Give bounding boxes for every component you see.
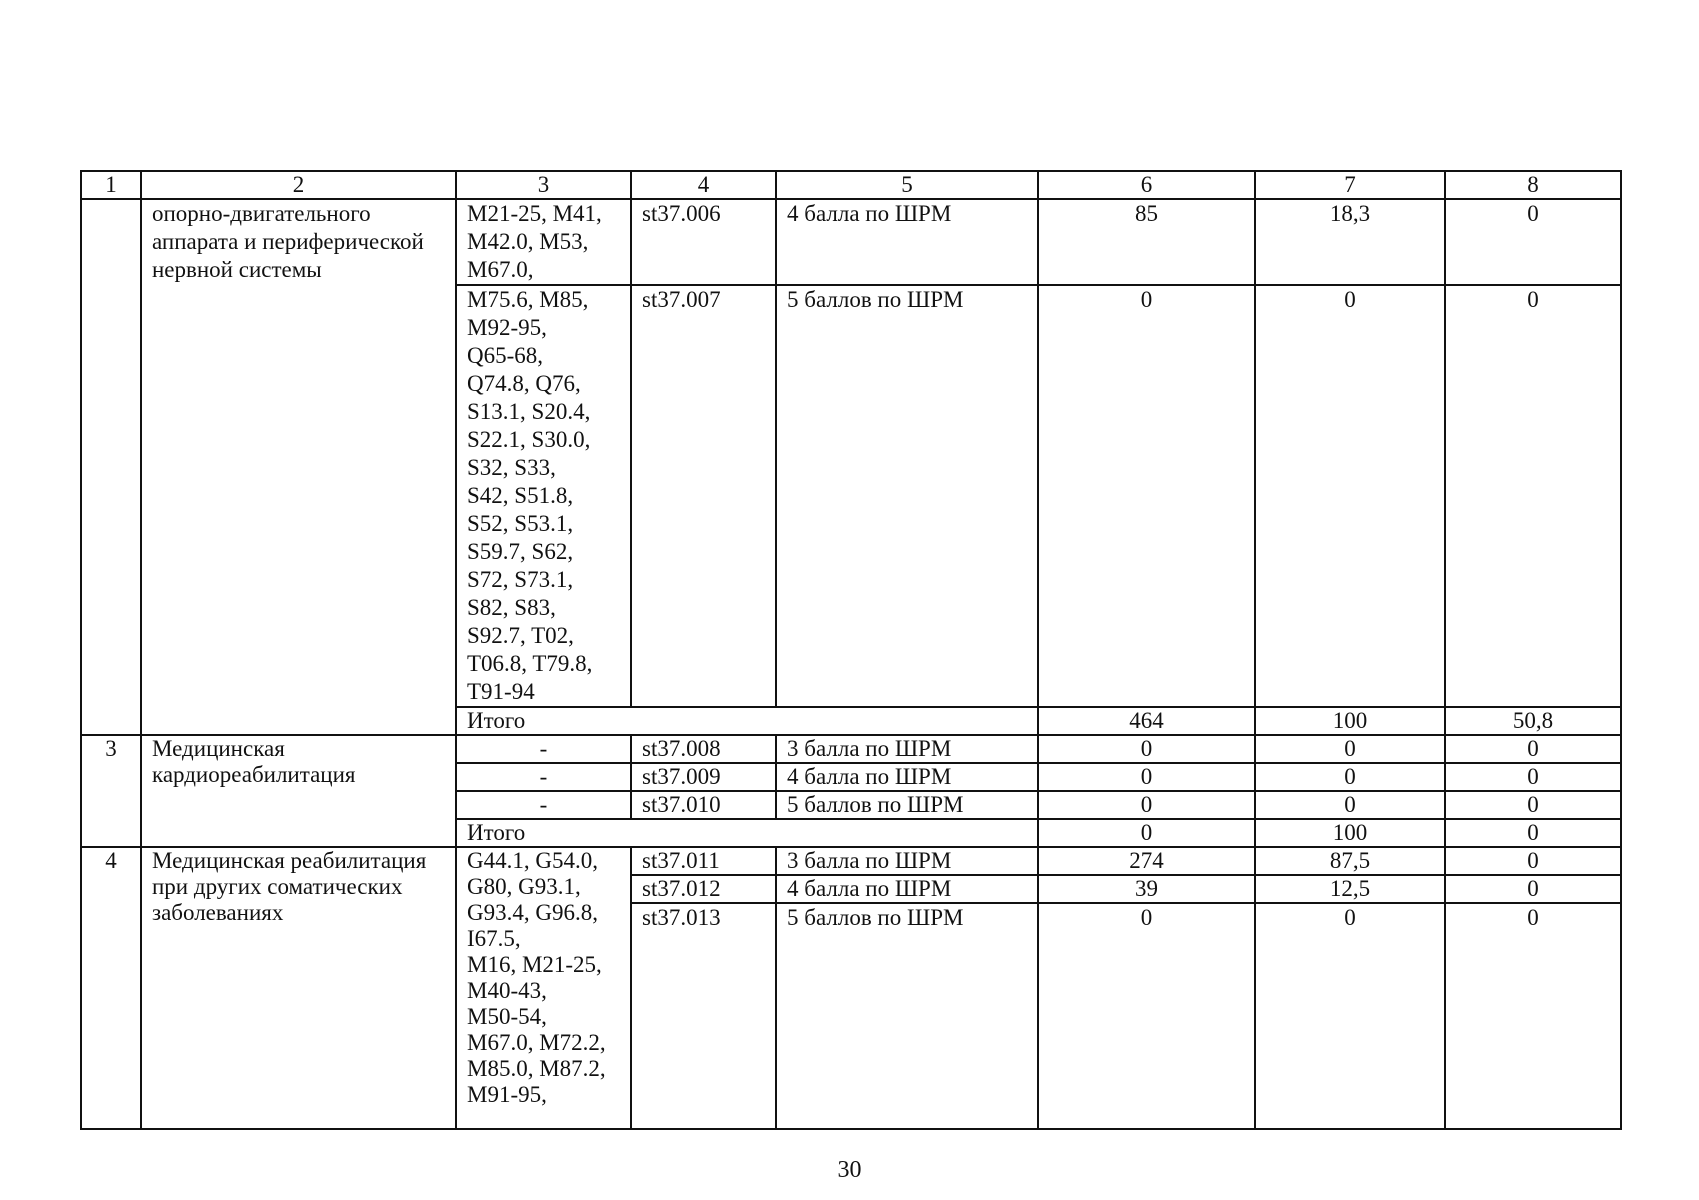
- diagnosis-codes-cell: G44.1, G54.0, G80, G93.1, G93.4, G96.8, I67.5, M16, M21-25, M40-43, M50-54, M67.0, M72.2, M85.0, M87.2, M91-95,: [456, 847, 631, 1129]
- description-cell: 5 баллов по ШРМ: [776, 285, 1038, 707]
- value-cell: 0: [1038, 763, 1255, 791]
- group-name-cell: опорно-двигательного аппарата и периферической нервной системы: [141, 199, 456, 735]
- description-cell: 4 балла по ШРМ: [776, 763, 1038, 791]
- page-number: 30: [837, 1157, 862, 1183]
- value-cell: 0: [1038, 735, 1255, 763]
- ksg-code-cell: st37.008: [631, 735, 776, 763]
- value-cell: 0: [1445, 903, 1621, 1129]
- ksg-code-cell: st37.010: [631, 791, 776, 819]
- description-cell: 5 баллов по ШРМ: [776, 791, 1038, 819]
- value-cell: 0: [1445, 199, 1621, 285]
- value-cell: 0: [1255, 791, 1445, 819]
- header-cell: 4: [631, 171, 776, 199]
- value-cell: 0: [1255, 285, 1445, 707]
- group-number-cell: 4: [81, 847, 141, 1129]
- rehab-table: [80, 170, 1622, 1130]
- value-cell: 0: [1445, 819, 1621, 847]
- header-cell: 6: [1038, 171, 1255, 199]
- value-cell: 0: [1445, 847, 1621, 875]
- value-cell: 0: [1445, 735, 1621, 763]
- value-cell: 85: [1038, 199, 1255, 285]
- table-row: [81, 847, 1621, 875]
- value-cell: 274: [1038, 847, 1255, 875]
- header-cell: 5: [776, 171, 1038, 199]
- ksg-code-cell: st37.006: [631, 199, 776, 285]
- ksg-code-cell: st37.013: [631, 903, 776, 1129]
- group-name-cell: Медицинская реабилитация при других соматических заболеваниях: [141, 847, 456, 1129]
- value-cell: 50,8: [1445, 707, 1621, 735]
- description-cell: 3 балла по ШРМ: [776, 847, 1038, 875]
- value-cell: 0: [1038, 285, 1255, 707]
- value-cell: 0: [1038, 791, 1255, 819]
- diagnosis-codes-cell: M75.6, M85, M92-95, Q65-68, Q74.8, Q76, S13.1, S20.4, S22.1, S30.0, S32, S33, S42, S51.8, S52, S53.1, S59.7, S62, S72, S73.1, S82, S83, S92.7, T02, T06.8, T79.8, T91-94: [456, 285, 631, 707]
- group-name-cell: Медицинская кардиореабилитация: [141, 735, 456, 847]
- diagnosis-codes-cell: -: [456, 763, 631, 791]
- header-cell: 1: [81, 171, 141, 199]
- value-cell: 0: [1038, 903, 1255, 1129]
- ksg-code-cell: st37.009: [631, 763, 776, 791]
- group-number-cell: 3: [81, 735, 141, 847]
- diagnosis-codes-cell: M21-25, M41, M42.0, M53, M67.0,: [456, 199, 631, 285]
- description-cell: 3 балла по ШРМ: [776, 735, 1038, 763]
- header-cell: 7: [1255, 171, 1445, 199]
- header-cell: 8: [1445, 171, 1621, 199]
- ksg-code-cell: st37.012: [631, 875, 776, 903]
- header-cell: 2: [141, 171, 456, 199]
- value-cell: 0: [1038, 819, 1255, 847]
- value-cell: 18,3: [1255, 199, 1445, 285]
- value-cell: 0: [1255, 903, 1445, 1129]
- value-cell: 100: [1255, 819, 1445, 847]
- header-row: [81, 171, 1621, 199]
- value-cell: 0: [1255, 735, 1445, 763]
- diagnosis-codes-cell: -: [456, 735, 631, 763]
- description-cell: 4 балла по ШРМ: [776, 199, 1038, 285]
- value-cell: 12,5: [1255, 875, 1445, 903]
- diagnosis-codes-cell: -: [456, 791, 631, 819]
- description-cell: 4 балла по ШРМ: [776, 875, 1038, 903]
- value-cell: 0: [1445, 285, 1621, 707]
- value-cell: 0: [1445, 763, 1621, 791]
- description-cell: 5 баллов по ШРМ: [776, 903, 1038, 1129]
- ksg-code-cell: st37.011: [631, 847, 776, 875]
- value-cell: 0: [1445, 875, 1621, 903]
- value-cell: 0: [1255, 763, 1445, 791]
- total-label: Итого: [456, 819, 1038, 847]
- value-cell: 39: [1038, 875, 1255, 903]
- table-row: [81, 735, 1621, 763]
- header-cell: 3: [456, 171, 631, 199]
- total-label: Итого: [456, 707, 1038, 735]
- group-number-cell: [81, 199, 141, 735]
- value-cell: 87,5: [1255, 847, 1445, 875]
- value-cell: 464: [1038, 707, 1255, 735]
- ksg-code-cell: st37.007: [631, 285, 776, 707]
- value-cell: 100: [1255, 707, 1445, 735]
- value-cell: 0: [1445, 791, 1621, 819]
- table-row: [81, 199, 1621, 285]
